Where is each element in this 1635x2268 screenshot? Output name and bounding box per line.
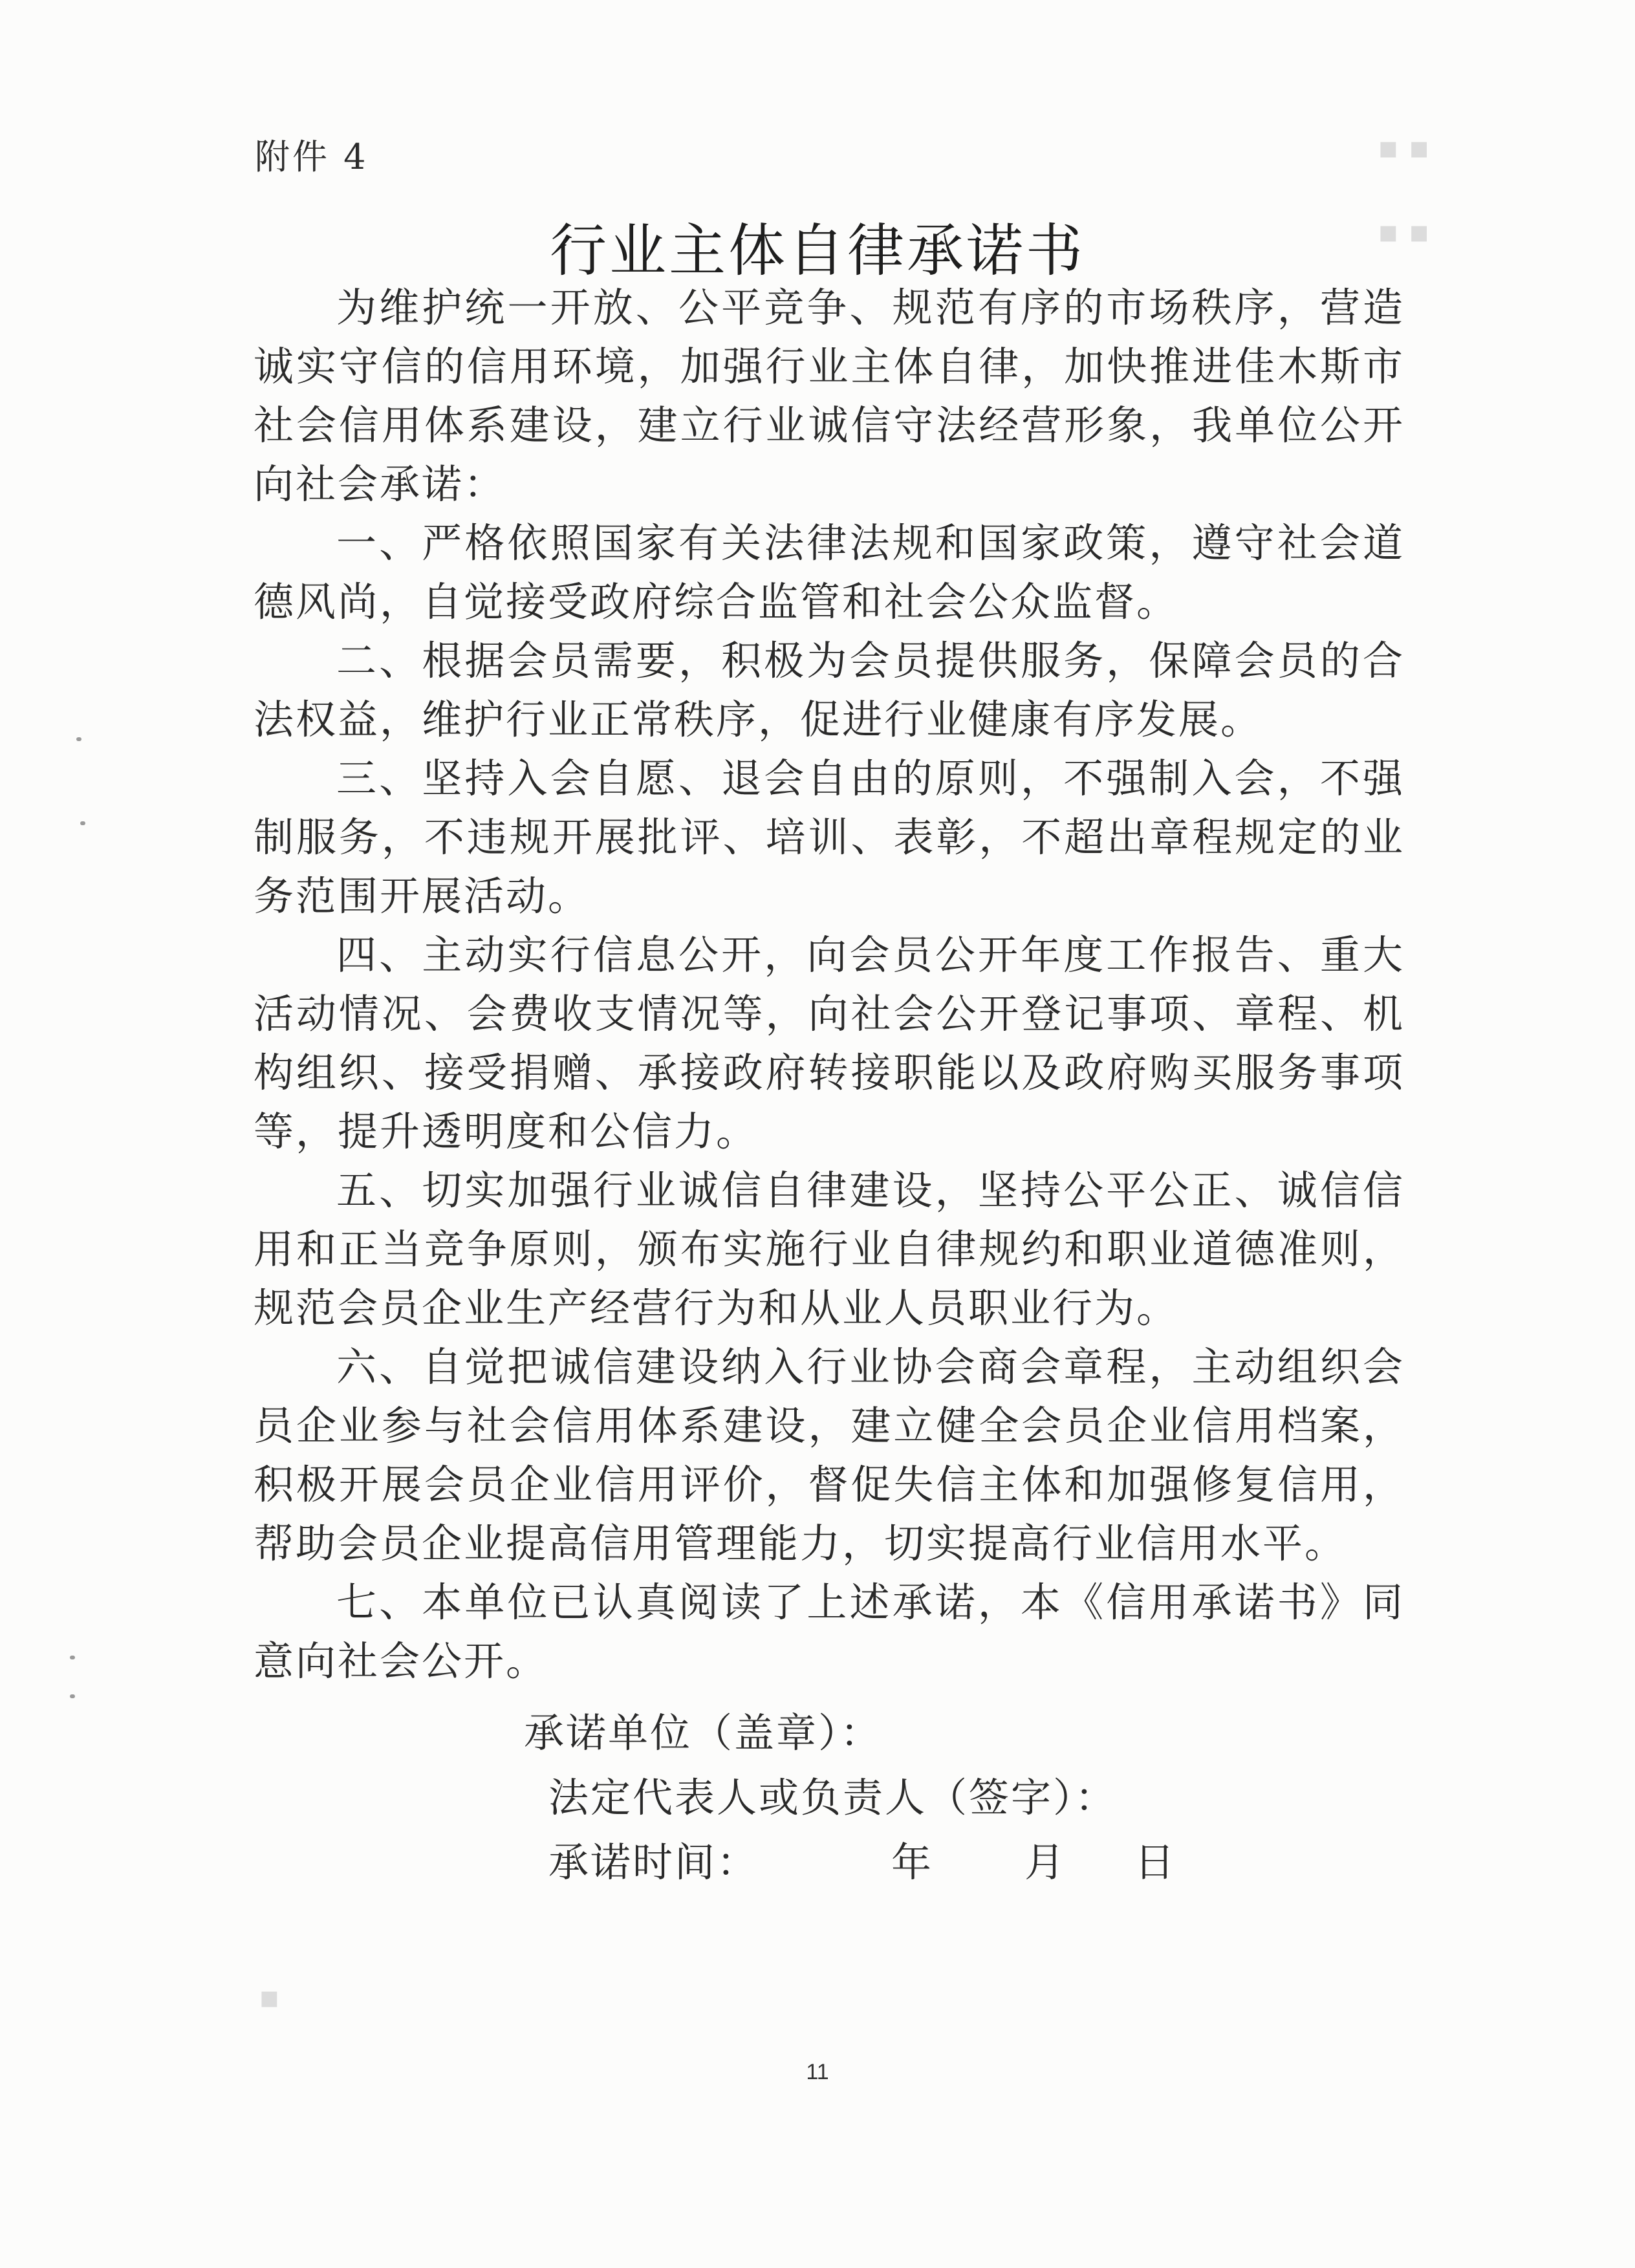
document-title: 行业主体自律承诺书 — [549, 217, 1085, 284]
bleed-through-mark: ▪ ▪ — [1378, 213, 1430, 250]
date-year-label: 年 — [891, 1839, 932, 1886]
paragraph-item-2: 二、根据会员需要，积极为会员提供服务，保障会员的合法权益，维护行业正常秩序，促进行业健康有序发展。 — [254, 637, 1405, 743]
paragraph-item-6: 六、自觉把诚信建设纳入行业协会商会章程，主动组织会员企业参与社会信用体系建设，建立健全会员企业信用档案，积极开展会员企业信用评价，督促失信主体和加强修复信用，帮助会员企业提高信用管理能力，切实提高行业信用水平。 — [254, 1343, 1405, 1567]
document-body — [254, 278, 1405, 1690]
attachment-label: 附件 4 — [255, 136, 369, 177]
scan-speck — [76, 737, 81, 741]
bleed-through-mark: ▪ — [259, 1979, 280, 2015]
representative-label: 法定代表人或负责人（签字）： — [548, 1774, 1118, 1821]
paragraph-item-5: 五、切实加强行业诚信自律建设，坚持公平公正、诚信信用和正当竞争原则，颁布实施行业自律规约和职业道德准则，规范会员企业生产经营行为和从业人员职业行为。 — [254, 1167, 1405, 1332]
date-month-label: 月 — [1024, 1839, 1065, 1886]
scan-speck — [70, 1656, 75, 1659]
page-number: 11 — [806, 2060, 829, 2084]
scan-speck — [80, 821, 85, 825]
bleed-through-mark: ▪ ▪ — [1378, 129, 1430, 166]
signing-unit-label: 承诺单位（盖章）： — [524, 1709, 883, 1756]
paragraph-item-7: 七、本单位已认真阅读了上述承诺，本《信用承诺书》同意向社会公开。 — [254, 1579, 1405, 1685]
paragraph-intro: 为维护统一开放、公平竞争、规范有序的市场秩序，营造诚实守信的信用环境，加强行业主体自律，加快推进佳木斯市社会信用体系建设，建立行业诚信守法经营形象，我单位公开向社会承诺： — [254, 284, 1405, 508]
date-day-label: 日 — [1134, 1839, 1175, 1886]
paragraph-item-4: 四、主动实行信息公开，向会员公开年度工作报告、重大活动情况、会费收支情况等，向社会公开登记事项、章程、机构组织、接受捐赠、承接政府转接职能以及政府购买服务事项等，提升透明度和公信力。 — [254, 931, 1405, 1155]
scan-speck — [70, 1694, 75, 1698]
date-label: 承诺时间： — [548, 1839, 759, 1886]
paragraph-item-1: 一、严格依照国家有关法律法规和国家政策，遵守社会道德风尚，自觉接受政府综合监管和社会公众监督。 — [254, 519, 1405, 625]
paragraph-item-3: 三、坚持入会自愿、退会自由的原则，不强制入会，不强制服务，不违规开展批评、培训、表彰，不超出章程规定的业务范围开展活动。 — [254, 755, 1405, 920]
